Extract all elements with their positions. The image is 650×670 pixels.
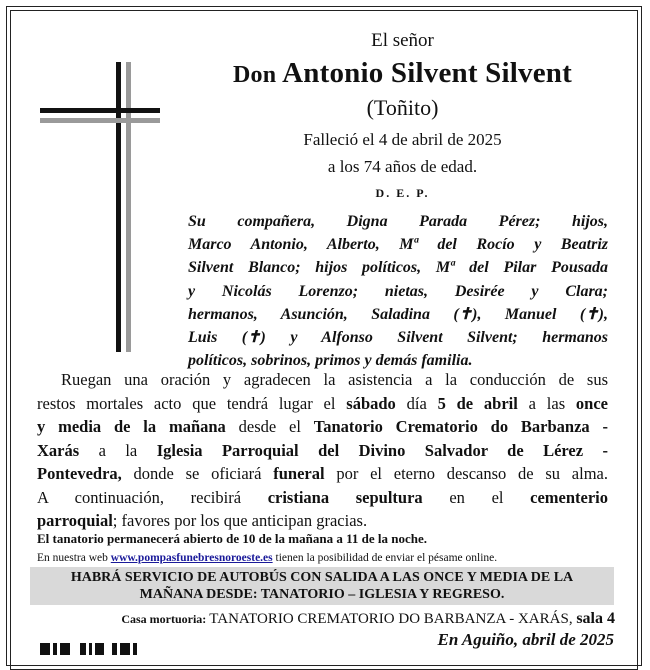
funeral-home-value: TANATORIO CREMATORIO DO BARBANZA - XARÁS, <box>209 611 577 627</box>
family-paragraph <box>188 210 608 372</box>
funeral-home <box>37 610 615 628</box>
ceremony-line: parroquial; favores por los que anticipan gracias. <box>37 511 368 530</box>
age-line: a los 74 años de edad. <box>327 157 478 176</box>
website-link[interactable]: www.pompasfunebresnoroeste.es <box>110 552 273 564</box>
family-line: y Nicolás Lorenzo; nietas, Desirée y Clara; <box>188 282 608 300</box>
family-line: Marco Antonio, Alberto, Mª del Rocío y Beatriz <box>188 236 608 254</box>
family-line: hermanos, Asunción, Saladina (✝), Manuel (✝), <box>188 305 608 323</box>
bus-service-banner <box>30 567 614 605</box>
death-date: Falleció el 4 de abril de 2025 <box>303 130 502 149</box>
family-line: Su compañera, Digna Parada Pérez; hijos, <box>188 213 608 230</box>
bus-line: HABRÁ SERVICIO DE AUTOBÚS CON SALIDA A LAS ONCE Y MEDIA DE LA <box>70 570 574 585</box>
ceremony-paragraph <box>37 368 608 533</box>
ceremony-line: A continuación, recibirá cristiana sepultura en el cementerio <box>37 487 608 507</box>
ceremony-line: Xarás a la Iglesia Parroquial del Divino Salvador de Lérez - <box>37 440 608 460</box>
family-line: Luis (✝) y Alfonso Silvent Silvent; hermanos <box>188 329 608 347</box>
ceremony-line: Ruegan una oración y agradecen la asistencia a la conducción de sus <box>61 370 608 389</box>
opening-hours: El tanatorio permanecerá abierto de 10 de la mañana a 11 de la noche. <box>37 531 427 546</box>
deceased-name-line <box>165 57 640 90</box>
title-prefix: Don <box>233 62 277 88</box>
cross-icon <box>40 62 160 352</box>
ceremony-line: y media de la mañana desde el Tanatorio Crematorio do Barbanza - <box>37 417 608 436</box>
funeral-home-label: Casa mortuoria: <box>121 612 210 626</box>
intro-text: El señor <box>371 30 434 51</box>
dep-text: D. E. P. <box>375 186 430 200</box>
family-line: Silvent Blanco; hijos políticos, Mª del Pilar Pousada <box>188 259 608 277</box>
qr-code-icon <box>40 643 140 655</box>
ceremony-line: restos mortales acto que tendrá lugar el sábado día 5 de abril a las once <box>37 393 608 413</box>
deceased-name: Antonio Silvent Silvent <box>282 57 572 89</box>
nickname: (Toñito) <box>366 95 439 120</box>
ceremony-line: Pontevedra, donde se oficiará funeral por el eterno descanso de su alma. <box>37 464 608 483</box>
room-number: sala 4 <box>576 610 615 627</box>
family-line: políticos, sobrinos, primos y demás familia. <box>188 352 473 370</box>
bus-line: MAÑANA DESDE: TANATORIO – IGLESIA Y REGRESO. <box>139 587 505 602</box>
web-notice: En nuestra web www.pompasfunebresnoroeste.es tienen la posibilidad de enviar el pésame online. <box>37 552 498 564</box>
place-date: En Aguiño, abril de 2025 <box>437 630 614 649</box>
